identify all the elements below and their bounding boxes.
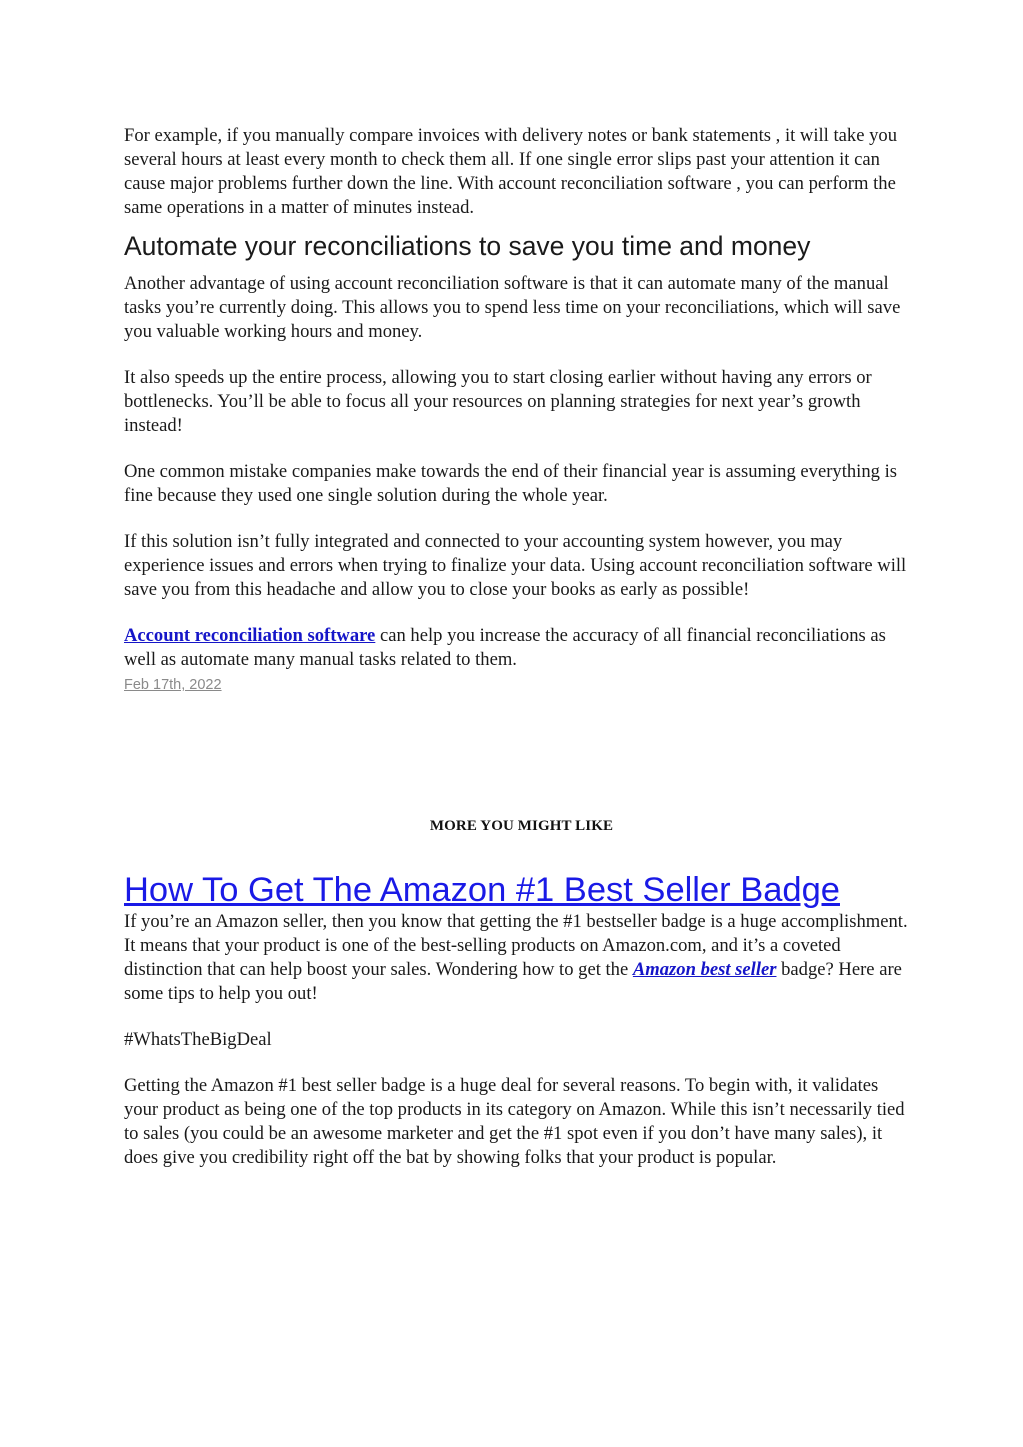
document-page [124, 124, 914, 1170]
related-text-after: badge? Here are some tips to help you out! [124, 959, 902, 1004]
body-paragraph: If this solution isn’t fully integrated and connected to your accounting system however, you may experience issues and errors when trying to finalize your data. Using account reconciliation software will save you from this headache and allow you to close your books as early as possible! [124, 531, 907, 600]
intro-paragraph: For example, if you manually compare invoices with delivery notes or bank statements , it will take you several hours at least every month to check them all. If one single error slips past your attention it can cause major problems further down the line. With account reconciliation software , you can perform the same operations in a matter of minutes instead. [124, 125, 898, 218]
related-article-title-link[interactable]: How To Get The Amazon #1 Best Seller Badge [124, 871, 840, 909]
publish-date: Feb 17th, 2022 [124, 677, 222, 693]
section-heading: Automate your reconciliations to save you time and money [124, 231, 811, 261]
body-paragraph: Another advantage of using account reconciliation software is that it can automate many of the manual tasks you’re currently doing. This allows you to spend less time on your reconciliations, which will save you valuable working hours and money. [124, 273, 901, 342]
closing-text: can help you increase the accuracy of all financial reconciliations as well as automate many manual tasks related to them. [124, 625, 886, 670]
hashtag: #WhatsTheBigDeal [124, 1029, 272, 1050]
related-text-before: If you’re an Amazon seller, then you know that getting the #1 bestseller badge is a huge accomplishment. It means that your product is one of the best-selling products on Amazon.com, and it’s a coveted distinction that can help boost your sales. Wondering how to get the [124, 911, 908, 980]
body-paragraph: It also speeds up the entire process, allowing you to start closing earlier without having any errors or bottlenecks. You’ll be able to focus all your resources on planning strategies for next year’s growth instead! [124, 367, 872, 436]
account-reconciliation-link[interactable]: Account reconciliation software [124, 625, 376, 646]
more-you-might-like-heading: MORE YOU MIGHT LIKE [429, 818, 614, 834]
body-paragraph: One common mistake companies make towards the end of their financial year is assuming everything is fine because they used one single solution during the whole year. [124, 461, 897, 506]
related-paragraph [124, 910, 914, 1006]
closing-paragraph [124, 624, 914, 672]
amazon-best-seller-link[interactable]: Amazon best seller [632, 959, 777, 980]
related-paragraph-2: Getting the Amazon #1 best seller badge is a huge deal for several reasons. To begin with, it validates your product as being one of the top products in its category on Amazon. While this isn’t necessarily tied to sales (you could be an awesome marketer and get the #1 spot even if you don’t have many sales), it does give you credibility right off the bat by showing folks that your product is popular. [124, 1075, 905, 1168]
